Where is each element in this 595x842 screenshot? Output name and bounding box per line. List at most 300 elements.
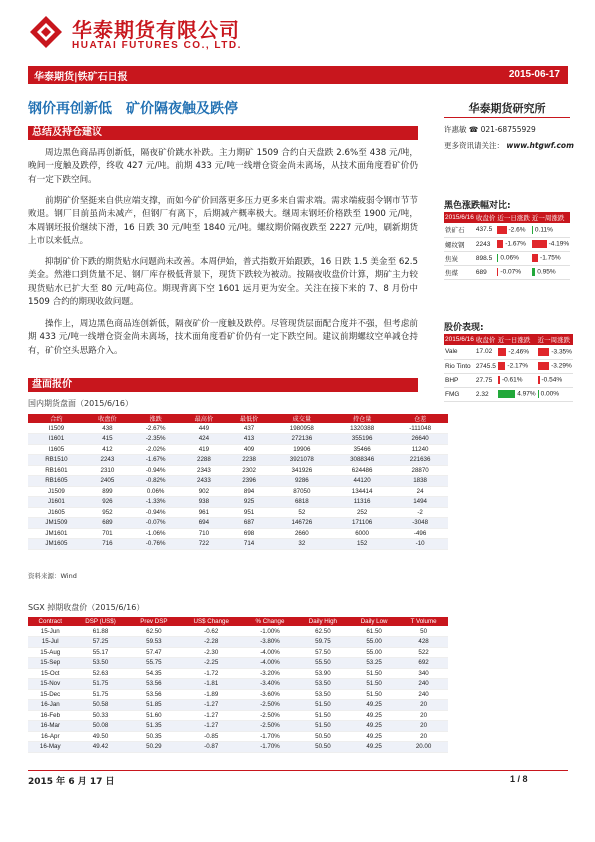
cn-futures-cell: 0.06% <box>130 486 181 497</box>
black-comparison-header-cell: 近一日涨跌 <box>496 212 531 223</box>
analyst-contact <box>444 124 536 135</box>
sgx-swap-cell: -1.00% <box>243 626 296 637</box>
cn-futures-cell: 44120 <box>332 476 392 487</box>
cn-futures-cell: 87050 <box>272 486 332 497</box>
sgx-swap-cell: 50.33 <box>73 710 129 721</box>
black-comparison-row <box>444 265 570 279</box>
cn-futures-cell: -0.07% <box>130 518 181 529</box>
sgx-swap-cell: -0.85 <box>179 731 243 742</box>
sgx-swap-cell: -1.70% <box>243 731 296 742</box>
cn-futures-header-cell: 持仓量 <box>332 414 392 423</box>
black-comparison-name: 铁矿石 <box>444 223 475 237</box>
sgx-swap-cell: 15-Nov <box>28 679 73 690</box>
sgx-swap-cell: 55.75 <box>129 658 180 669</box>
stock-performance-change-value: -0.61% <box>501 376 523 384</box>
cn-futures-cell: -0.94% <box>130 465 181 476</box>
footer-divider <box>28 770 568 771</box>
black-comparison-change-value: 0.06% <box>500 254 519 262</box>
sgx-swap-cell: 240 <box>399 679 448 690</box>
cn-futures-cell: 925 <box>227 497 272 508</box>
sgx-swap-cell: 428 <box>399 637 448 648</box>
sgx-swap-cell: -1.27 <box>179 700 243 711</box>
cn-futures-cell: -111048 <box>392 423 448 434</box>
sgx-swap-cell: 20 <box>399 710 448 721</box>
cn-futures-cell: -2 <box>392 507 448 518</box>
stock-performance-row <box>444 373 573 387</box>
black-comparison-change-bar <box>497 240 503 248</box>
black-comparison-change-value: -1.75% <box>540 254 561 262</box>
sgx-swap-cell: 51.50 <box>297 721 349 732</box>
cn-futures-cell: 694 <box>181 518 226 529</box>
cn-futures-cell: 2243 <box>85 455 130 466</box>
sgx-swap-row <box>28 658 448 669</box>
sgx-swap-cell: 50.50 <box>297 742 349 753</box>
sgx-swap-row <box>28 626 448 637</box>
sgx-swap-cell: 15-Aug <box>28 647 73 658</box>
cn-futures-cell: JM1601 <box>28 528 85 539</box>
sgx-swap-cell: 522 <box>399 647 448 658</box>
sgx-swap-cell: -3.40% <box>243 679 296 690</box>
sgx-swap-cell: 16-Feb <box>28 710 73 721</box>
black-comparison-change-cell <box>496 223 531 237</box>
sgx-swap-header-cell: Daily Low <box>349 617 399 626</box>
stock-performance-change-value: -0.54% <box>541 376 563 384</box>
sgx-swap-cell: 15-Sep <box>28 658 73 669</box>
cn-futures-cell: 52 <box>272 507 332 518</box>
sgx-swap-cell: 50 <box>399 626 448 637</box>
sgx-swap-cell: 51.50 <box>349 679 399 690</box>
stock-performance-change-cell <box>497 345 537 359</box>
sgx-swap-row <box>28 637 448 648</box>
stock-performance-name: FMG <box>444 387 475 401</box>
report-title-bar <box>28 66 568 84</box>
cn-futures-header-cell: 最高价 <box>181 414 226 423</box>
sgx-swap-row <box>28 679 448 690</box>
cn-futures-cell: RB1605 <box>28 476 85 487</box>
sgx-swap-header-cell: Contract <box>28 617 73 626</box>
black-comparison-header-cell: 2015/6/16 <box>445 214 474 221</box>
sgx-swap-header-cell: % Change <box>243 617 296 626</box>
black-comparison-header-cell: 收盘价 <box>475 212 497 223</box>
cn-futures-cell: 221636 <box>392 455 448 466</box>
cn-futures-cell: 2343 <box>181 465 226 476</box>
sgx-swap-cell: 53.56 <box>129 689 180 700</box>
sgx-swap-cell: 49.25 <box>349 710 399 721</box>
sgx-swap-cell: 20 <box>399 721 448 732</box>
cn-futures-cell: 252 <box>332 507 392 518</box>
sgx-swap-header-cell: US$ Change <box>179 617 243 626</box>
cn-futures-cell: 716 <box>85 539 130 550</box>
black-comparison-close: 689 <box>475 265 497 279</box>
cn-futures-cell: -2.35% <box>130 434 181 445</box>
black-comparison-change-cell <box>531 237 570 251</box>
sgx-swap-cell: 61.88 <box>73 626 129 637</box>
cn-futures-cell: 1980958 <box>272 423 332 434</box>
sgx-swap-header-cell: T Volume <box>399 617 448 626</box>
sgx-swap-row <box>28 731 448 742</box>
sgx-swap-cell: 20 <box>399 731 448 742</box>
cn-futures-row <box>28 444 448 455</box>
cn-futures-row <box>28 476 448 487</box>
sgx-swap-cell: 49.42 <box>73 742 129 753</box>
cn-futures-row <box>28 528 448 539</box>
cn-futures-cell: 1494 <box>392 497 448 508</box>
analyst-name: 许惠敏 <box>444 125 467 134</box>
stock-performance-table <box>444 334 573 402</box>
research-institute: 华泰期货研究所 <box>468 102 546 115</box>
stock-performance-change-bar <box>498 362 506 370</box>
sgx-swap-cell: 16-Mar <box>28 721 73 732</box>
sgx-swap-cell: 50.29 <box>129 742 180 753</box>
stock-performance-header-cell: 2015/6/16 <box>445 336 474 343</box>
cn-futures-cell: RB1601 <box>28 465 85 476</box>
cn-futures-cell: I1605 <box>28 444 85 455</box>
sgx-swap-cell: 51.50 <box>297 710 349 721</box>
sgx-swap-cell: 49.50 <box>73 731 129 742</box>
sgx-swap-cell: 16-May <box>28 742 73 753</box>
website-link[interactable]: www.htgwf.com <box>506 141 574 150</box>
sgx-swap-cell: -2.50% <box>243 700 296 711</box>
cn-futures-cell: 3921078 <box>272 455 332 466</box>
stock-performance-row <box>444 345 573 359</box>
report-date: 2015-06-17 <box>508 69 560 80</box>
cn-futures-cell: -0.82% <box>130 476 181 487</box>
black-comparison-name: 焦煤 <box>444 265 475 279</box>
black-comparison-change-bar <box>532 268 535 276</box>
sgx-swap-cell: 53.50 <box>297 679 349 690</box>
sgx-swap-cell: 55.00 <box>349 637 399 648</box>
black-comparison-change-cell <box>496 237 531 251</box>
cn-futures-cell: 951 <box>227 507 272 518</box>
stock-performance-change-value: -3.29% <box>551 362 572 370</box>
stock-performance-change-cell <box>537 387 573 401</box>
sgx-swap-cell: 15-Dec <box>28 689 73 700</box>
stock-performance-change-bar <box>538 362 550 370</box>
stock-performance-name: Vale <box>444 345 475 359</box>
cn-futures-cell: 689 <box>85 518 130 529</box>
black-comparison-close: 898.5 <box>475 251 497 265</box>
website-line <box>444 140 574 151</box>
stock-performance-change-bar <box>538 348 550 356</box>
sgx-swap-cell: -4.00% <box>243 658 296 669</box>
sgx-swap-cell: 62.50 <box>129 626 180 637</box>
stock-performance-close: 17.02 <box>475 345 497 359</box>
cn-futures-row <box>28 518 448 529</box>
sgx-swap-row <box>28 647 448 658</box>
page-number: 1 / 8 <box>510 774 528 784</box>
cn-futures-cell: 2238 <box>227 455 272 466</box>
cn-futures-cell: 6000 <box>332 528 392 539</box>
sgx-swap-cell: 59.75 <box>297 637 349 648</box>
cn-futures-cell: 437 <box>227 423 272 434</box>
sgx-swap-cell: 15-Jul <box>28 637 73 648</box>
cn-futures-cell: 415 <box>85 434 130 445</box>
company-name-cn: 华泰期货有限公司 <box>72 18 240 42</box>
cn-futures-cell: 2433 <box>181 476 226 487</box>
cn-futures-header-cell: 收盘价 <box>85 414 130 423</box>
sgx-swap-cell: 54.35 <box>129 668 180 679</box>
sgx-swap-cell: 692 <box>399 658 448 669</box>
sgx-swap-header-cell: Prev DSP <box>129 617 180 626</box>
sgx-swap-cell: -2.28 <box>179 637 243 648</box>
cn-futures-cell: 19906 <box>272 444 332 455</box>
black-comparison-name: 焦炭 <box>444 251 475 265</box>
black-comparison-row <box>444 237 570 251</box>
sgx-swap-cell: -1.81 <box>179 679 243 690</box>
sgx-swap-cell: 50.08 <box>73 721 129 732</box>
stock-performance-change-value: -3.35% <box>551 348 572 356</box>
summary-paragraph-2: 前期矿价坚挺来自供应端支撑，而如今矿价回落更多压力更多来自需求端。需求端疲弱令钢市节节败退。钢厂目前虽尚未减产，但钢厂有离下，后期减产概率极大。继周末钢坯价格跌至 1900 元/吨，本周钢坯报价继续下滑，16 日跌 30 元/吨至 1840 元/吨。螺纹期价隔夜跌至 2227 元/吨，刷新期货上市以来低点。 <box>28 196 418 246</box>
stock-performance-close: 27.75 <box>475 373 497 387</box>
sgx-swap-row <box>28 742 448 753</box>
cn-futures-row <box>28 507 448 518</box>
sgx-swap-cell: 51.50 <box>349 689 399 700</box>
summary-paragraph-3: 抑制矿价下跌的期货贴水问题尚未改善。本周伊始，普式指数开始跟跌，16 日跌 1.5 美金至 62.5 美金。然港口到货量不足、钢厂库存极低背景下，现货下跌较为被动。按隔夜收盘价计算，期矿主力较现货贴水已扩大至 80 元/吨高位。期现背离下空 1601 远月更为安全。关注在接下来的 7、8 月份中 1509 合约的期现收敛问题。 <box>28 257 418 307</box>
cn-futures-cell: -1.33% <box>130 497 181 508</box>
cn-futures-cell: -3048 <box>392 518 448 529</box>
stock-performance-change-value: 0.00% <box>540 390 560 398</box>
cn-futures-cell: 449 <box>181 423 226 434</box>
stock-performance-close: 2.32 <box>475 387 497 401</box>
sgx-swap-cell: 16-Apr <box>28 731 73 742</box>
black-comparison-change-value: 0.11% <box>534 226 553 234</box>
cn-futures-cell: 624486 <box>332 465 392 476</box>
cn-futures-cell: 3088346 <box>332 455 392 466</box>
stock-performance-header-cell: 近一周涨跌 <box>537 334 573 345</box>
cn-futures-cell: -0.76% <box>130 539 181 550</box>
black-comparison-close: 2243 <box>475 237 497 251</box>
stock-performance-change-bar <box>498 348 507 356</box>
cn-futures-header-cell: 成交量 <box>272 414 332 423</box>
cn-futures-cell: 952 <box>85 507 130 518</box>
sgx-swap-cell: 16-Jan <box>28 700 73 711</box>
sgx-swap-cell: -2.50% <box>243 721 296 732</box>
sgx-swap-cell: -1.72 <box>179 668 243 679</box>
cn-futures-cell: 714 <box>227 539 272 550</box>
cn-futures-cell: 926 <box>85 497 130 508</box>
cn-futures-cell: 687 <box>227 518 272 529</box>
sgx-swap-header-cell: Daily High <box>297 617 349 626</box>
stock-performance-close: 2745.5 <box>475 359 497 373</box>
sgx-swap-cell: 51.85 <box>129 700 180 711</box>
cn-futures-cell: 146726 <box>272 518 332 529</box>
sgx-swap-cell: 51.75 <box>73 689 129 700</box>
cn-futures-cell: 722 <box>181 539 226 550</box>
cn-futures-cell: 894 <box>227 486 272 497</box>
cn-futures-title: 国内期货盘面（2015/6/16） <box>28 399 134 408</box>
sgx-swap-cell: 50.35 <box>129 731 180 742</box>
black-comparison-change-bar <box>532 240 547 248</box>
cn-futures-cell: J1601 <box>28 497 85 508</box>
cn-futures-cell: 698 <box>227 528 272 539</box>
cn-futures-cell: 341926 <box>272 465 332 476</box>
sgx-swap-cell: 55.50 <box>297 658 349 669</box>
stock-performance-title: 股价表现: <box>444 323 484 333</box>
cn-futures-cell: 355196 <box>332 434 392 445</box>
cn-futures-cell: -0.94% <box>130 507 181 518</box>
cn-futures-row <box>28 486 448 497</box>
cn-futures-cell: 11316 <box>332 497 392 508</box>
summary-paragraph-1: 周边黑色商品再创新低，隔夜矿价跳水补跌。主力期矿 1509 合约白天盘跌 2.6%至 438 元/吨，晚间一度触及跌停，终收 427 元/吨。前期 433 元/吨一线增仓资金尚未离场，从技术面角度看矿价仍有一定下跌空间。 <box>28 148 418 185</box>
black-comparison-change-cell <box>531 251 570 265</box>
sgx-swap-cell: 62.50 <box>297 626 349 637</box>
sgx-swap-row <box>28 710 448 721</box>
sgx-swap-cell: 53.50 <box>73 658 129 669</box>
headline: 钢价再创新低 矿价隔夜触及跌停 <box>28 101 238 117</box>
black-comparison-change-cell <box>531 265 570 279</box>
stock-performance-change-cell <box>537 359 573 373</box>
cn-futures-cell: 28870 <box>392 465 448 476</box>
huatai-logo-icon <box>28 14 64 50</box>
cn-futures-cell: -2.02% <box>130 444 181 455</box>
stock-performance-change-value: -2.46% <box>508 348 530 356</box>
stock-performance-header-cell: 收盘价 <box>475 334 497 345</box>
sgx-swap-cell: 240 <box>399 689 448 700</box>
sgx-swap-cell: 55.17 <box>73 647 129 658</box>
black-comparison-table <box>444 212 570 280</box>
sgx-swap-cell: -0.62 <box>179 626 243 637</box>
sgx-swap-cell: 53.25 <box>349 658 399 669</box>
cn-futures-cell: 32 <box>272 539 332 550</box>
sgx-swap-cell: 50.50 <box>297 731 349 742</box>
cn-futures-cell: 438 <box>85 423 130 434</box>
cn-futures-header-cell: 涨跌 <box>130 414 181 423</box>
data-source: 资料来源：Wind <box>28 572 77 580</box>
cn-futures-cell: 961 <box>181 507 226 518</box>
cn-futures-cell: 24 <box>392 486 448 497</box>
sgx-swap-cell: 49.25 <box>349 721 399 732</box>
black-comparison-change-cell <box>496 265 531 279</box>
cn-futures-cell: RB1510 <box>28 455 85 466</box>
cn-futures-cell: 2660 <box>272 528 332 539</box>
sgx-swap-cell: 20 <box>399 700 448 711</box>
sgx-swap-cell: 53.50 <box>297 689 349 700</box>
cn-futures-cell: 171106 <box>332 518 392 529</box>
sgx-swap-cell: 52.63 <box>73 668 129 679</box>
sgx-swap-cell: -2.50% <box>243 710 296 721</box>
sgx-swap-row <box>28 721 448 732</box>
black-comparison-change-bar <box>532 226 533 234</box>
sgx-swap-cell: 49.25 <box>349 700 399 711</box>
sgx-swap-cell: 51.75 <box>73 679 129 690</box>
cn-futures-header-cell: 合约 <box>28 414 85 423</box>
sgx-swap-cell: 57.50 <box>297 647 349 658</box>
company-name-en: HUATAI FUTURES CO., LTD. <box>72 40 242 51</box>
cn-futures-row <box>28 423 448 434</box>
stock-performance-change-cell <box>497 373 537 387</box>
black-comparison-name: 螺纹钢 <box>444 237 475 251</box>
cn-futures-cell: 2288 <box>181 455 226 466</box>
stock-performance-change-bar <box>538 376 540 384</box>
sgx-swap-row <box>28 668 448 679</box>
sgx-swap-cell: 57.47 <box>129 647 180 658</box>
black-comparison-change-value: 0.95% <box>537 268 556 276</box>
cn-futures-cell: 11240 <box>392 444 448 455</box>
sgx-swap-cell: 15-Jun <box>28 626 73 637</box>
cn-futures-cell: -2.67% <box>130 423 181 434</box>
sgx-swap-cell: 49.25 <box>349 731 399 742</box>
black-comparison-row <box>444 223 570 237</box>
sgx-swap-cell: -1.70% <box>243 742 296 753</box>
cn-futures-cell: -1.67% <box>130 455 181 466</box>
stock-performance-change-cell <box>537 345 573 359</box>
cn-futures-row <box>28 539 448 550</box>
sgx-swap-cell: 20.00 <box>399 742 448 753</box>
black-comparison-change-bar <box>497 254 498 262</box>
cn-futures-cell: J1509 <box>28 486 85 497</box>
sgx-swap-cell: -0.87 <box>179 742 243 753</box>
sgx-swap-cell: 55.00 <box>349 647 399 658</box>
stock-performance-change-cell <box>537 373 573 387</box>
cn-futures-row <box>28 434 448 445</box>
cn-futures-row <box>28 455 448 466</box>
stock-performance-change-value: 4.97% <box>517 390 536 398</box>
black-comparison-close: 437.5 <box>475 223 497 237</box>
black-comparison-change-value: -0.07% <box>500 268 522 276</box>
sgx-swap-table <box>28 617 448 753</box>
sgx-swap-cell: 51.60 <box>129 710 180 721</box>
sgx-swap-cell: -3.60% <box>243 689 296 700</box>
black-comparison-row <box>444 251 570 265</box>
sgx-swap-header-cell: DSP (US$) <box>73 617 129 626</box>
stock-performance-change-bar <box>498 376 500 384</box>
sgx-swap-cell: 53.56 <box>129 679 180 690</box>
cn-futures-row <box>28 497 448 508</box>
sgx-swap-cell: -4.00% <box>243 647 296 658</box>
stock-performance-header-cell: 近一日涨跌 <box>497 334 537 345</box>
sgx-swap-title: SGX 掉期收盘价（2015/6/16） <box>28 603 145 612</box>
cn-futures-cell: -496 <box>392 528 448 539</box>
footer-date: 2015 年 6 月 17 日 <box>28 777 115 787</box>
black-comparison-change-cell <box>531 223 570 237</box>
phone-icon: ☎ <box>468 125 479 134</box>
cn-futures-cell: 2405 <box>85 476 130 487</box>
black-comparison-change-value: -2.6% <box>508 226 526 234</box>
sgx-swap-cell: 57.25 <box>73 637 129 648</box>
cn-futures-cell: 413 <box>227 434 272 445</box>
sgx-swap-cell: -3.80% <box>243 637 296 648</box>
sgx-swap-cell: 59.53 <box>129 637 180 648</box>
cn-futures-cell: 409 <box>227 444 272 455</box>
stock-performance-change-bar <box>498 390 515 398</box>
sgx-swap-cell: -1.27 <box>179 710 243 721</box>
black-comparison-title: 黑色涨跌幅对比: <box>444 201 511 211</box>
black-comparison-change-value: -1.67% <box>505 240 526 248</box>
cn-futures-cell: 35466 <box>332 444 392 455</box>
cn-futures-cell: -10 <box>392 539 448 550</box>
stock-performance-change-bar <box>538 390 539 398</box>
cn-futures-cell: 152 <box>332 539 392 550</box>
stock-performance-change-value: -2.17% <box>507 362 529 370</box>
more-info-label: 更多资讯请关注： <box>444 141 504 150</box>
cn-futures-cell: 419 <box>181 444 226 455</box>
sgx-swap-cell: 50.58 <box>73 700 129 711</box>
black-comparison-change-value: -4.19% <box>548 240 570 248</box>
black-comparison-change-cell <box>496 251 531 265</box>
cn-futures-cell: 899 <box>85 486 130 497</box>
cn-futures-header-cell: 最低价 <box>227 414 272 423</box>
sgx-swap-cell: -1.89 <box>179 689 243 700</box>
cn-futures-cell: 1838 <box>392 476 448 487</box>
sgx-swap-cell: 51.35 <box>129 721 180 732</box>
sgx-swap-cell: 49.25 <box>349 742 399 753</box>
stock-performance-change-cell <box>497 387 537 401</box>
sgx-swap-cell: 15-Oct <box>28 668 73 679</box>
sgx-swap-cell: -1.27 <box>179 721 243 732</box>
stock-performance-row <box>444 359 573 373</box>
sgx-swap-row <box>28 700 448 711</box>
cn-futures-cell: J1605 <box>28 507 85 518</box>
